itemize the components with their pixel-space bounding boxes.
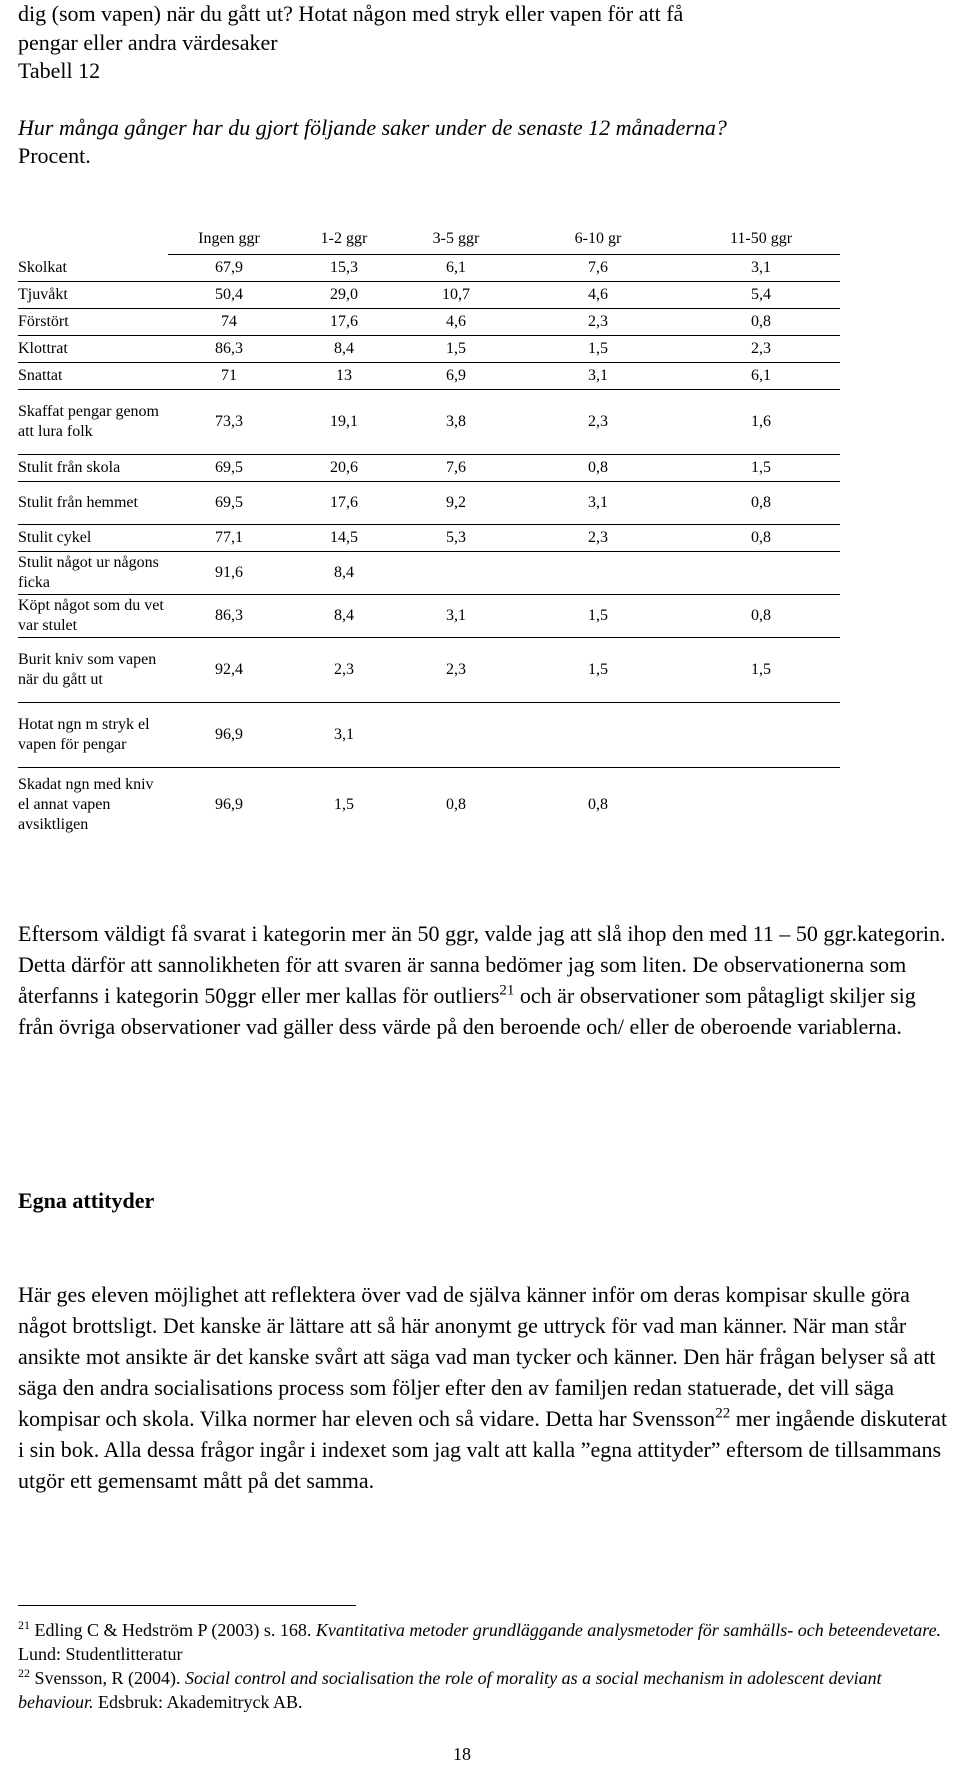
footnote-text: Edling C & Hedström P (2003) s. 168.: [30, 1620, 316, 1640]
table-cell: 6,1: [398, 255, 514, 282]
table-row: [18, 552, 840, 595]
table-cell: 3,1: [682, 255, 840, 282]
row-label: Stulit något ur någons ficka: [18, 552, 168, 595]
footnote-title: Social control and socialisation the role of morality as a social mechanism in adolescent deviant behaviour.: [18, 1668, 882, 1712]
intro-line-2: pengar eller andra värdesaker: [18, 29, 278, 55]
table-row: [18, 768, 840, 843]
table-header-cell: 6-10 gr: [514, 224, 682, 255]
paragraph-outliers: [18, 918, 948, 1042]
table-cell: [514, 552, 682, 595]
table-cell: 10,7: [398, 282, 514, 309]
table-cell: 2,3: [398, 638, 514, 703]
row-label: Skadat ngn med kniv el annat vapen avsiktligen: [18, 776, 154, 834]
table-cell: [682, 552, 840, 595]
table-cell: 2,3: [514, 390, 682, 455]
table-cell: [398, 552, 514, 595]
table-cell: 17,6: [290, 482, 398, 525]
table-cell: 67,9: [168, 255, 290, 282]
table-cell: 8,4: [290, 595, 398, 638]
table-row: [18, 595, 840, 638]
table-row: [18, 703, 840, 768]
footnote-publisher: Lund: Studentlitteratur: [18, 1644, 183, 1664]
table-cell: 1,5: [682, 638, 840, 703]
table-cell: 0,8: [682, 482, 840, 525]
table-cell: 5,4: [682, 282, 840, 309]
table-cell: 96,9: [168, 703, 290, 768]
table-cell: 92,4: [168, 638, 290, 703]
table-row: [18, 390, 840, 455]
row-label: Klottrat: [18, 336, 168, 363]
table-header-cell: 11-50 ggr: [682, 224, 840, 255]
table-cell: 3,1: [514, 363, 682, 390]
table-cell: 3,1: [398, 595, 514, 638]
footnote-publisher: Edsbruk: Akademitryck AB.: [93, 1692, 303, 1712]
footnote-number: 21: [18, 1618, 30, 1632]
table-cell: 1,5: [682, 455, 840, 482]
footnote-title: Kvantitativa metoder grundläggande analysmetoder för samhälls- och beteendevetare.: [315, 1620, 942, 1640]
table-cell: 1,5: [334, 796, 354, 814]
paragraph-attitudes-text-1: Här ges eleven möjlighet att reflektera över vad de själva känner inför om deras kompisar skulle göra något brottsligt. Det kanske är lättare att så här anonymt ge uttryck för vad man känner. När man står ansikte mot ansikte är det kanske svårt att säga vad man tycker och känner. Den här frågan belyser så att säga den andra socialisations process som följer efter den av familjen redan statuerade, det vill säga kompisar och skola. Vilka normer har eleven och så vidare. Detta har Svensson: [18, 1282, 936, 1431]
table-cell: 29,0: [290, 282, 398, 309]
table-cell: 6,1: [682, 363, 840, 390]
table-cell: 6,9: [398, 363, 514, 390]
table-cell: 69,5: [168, 482, 290, 525]
footnote-22: [18, 1666, 948, 1714]
paragraph-outliers-text-2: och är observationer som påtagligt skiljer sig från övriga observationer vad gäller dess värde på den beroende och/ eller de oberoende variablerna.: [18, 983, 916, 1039]
table-cell: 74: [168, 309, 290, 336]
table-cell: 0,8: [682, 309, 840, 336]
footnote-text: Svensson, R (2004).: [30, 1668, 186, 1688]
footnote-number: 22: [18, 1666, 30, 1680]
table-cell: 15,3: [290, 255, 398, 282]
row-label: Burit kniv som vapen när du gått ut: [18, 638, 168, 703]
footnote-ref-22: 22: [715, 1405, 731, 1422]
table-question: Hur många gånger har du gjort följande saker under de senaste 12 månaderna?: [18, 114, 727, 140]
row-label: Köpt något som du vet var stulet: [18, 595, 168, 638]
table-row: [18, 455, 840, 482]
table-cell: 86,3: [168, 595, 290, 638]
row-label: Snattat: [18, 363, 168, 390]
table-cell: 50,4: [168, 282, 290, 309]
frequency-table: [18, 224, 840, 843]
paragraph-attitudes-text-2: mer ingående diskuterat i sin bok. Alla dessa frågor ingår i indexet som jag valt att kalla ”egna attityder” eftersom de tillsammans utgör ett gemensamt mått på det samma.: [18, 1406, 948, 1493]
table-cell: 2,3: [514, 525, 682, 552]
table-cell: 77,1: [168, 525, 290, 552]
row-label: Förstört: [18, 309, 168, 336]
footnote-21: [18, 1618, 948, 1666]
table-header-row: [18, 224, 840, 255]
row-label: Skolkat: [18, 255, 168, 282]
blank-line: [18, 86, 948, 114]
table-cell: 4,6: [514, 282, 682, 309]
footnote-ref-21: 21: [499, 982, 515, 999]
table-cell: 17,6: [290, 309, 398, 336]
table-cell: [514, 703, 682, 768]
table-cell: 19,1: [290, 390, 398, 455]
table-label: Tabell 12: [18, 58, 101, 83]
table-row: [18, 282, 840, 309]
table-cell: 0,8: [588, 796, 608, 814]
footnotes: [18, 1618, 948, 1714]
intro-line-1: dig (som vapen) när du gått ut? Hotat någon med stryk eller vapen för att få: [18, 1, 684, 26]
table-cell: 71: [168, 363, 290, 390]
table-row: [18, 525, 840, 552]
table-cell: 7,6: [398, 455, 514, 482]
row-label: Tjuvåkt: [18, 282, 168, 309]
table-cell: 96,9: [215, 796, 243, 814]
table-row: [18, 482, 840, 525]
row-label: Stulit cykel: [18, 525, 168, 552]
table-cell: 0,8: [514, 455, 682, 482]
table-cell: 91,6: [168, 552, 290, 595]
table-cell: 8,4: [290, 336, 398, 363]
intro-block: [18, 0, 948, 171]
table-unit: Procent.: [18, 143, 91, 168]
table-cell: 69,5: [168, 455, 290, 482]
table-row: [18, 336, 840, 363]
table-header-corner: [18, 224, 168, 255]
table-cell: 14,5: [290, 525, 398, 552]
table-cell: 20,6: [290, 455, 398, 482]
paragraph-attitudes: [18, 1279, 948, 1496]
table-header-cell: 1-2 ggr: [290, 224, 398, 255]
table-cell: 1,6: [682, 390, 840, 455]
table-cell: 3,1: [290, 703, 398, 768]
table-cell: [398, 703, 514, 768]
row-label: Stulit från hemmet: [18, 482, 168, 525]
table-cell: 2,3: [290, 638, 398, 703]
table-cell: 0,8: [682, 595, 840, 638]
table-cell: [682, 768, 840, 843]
row-label: Hotat ngn m stryk el vapen för pengar: [18, 703, 168, 768]
table-cell: 2,3: [514, 309, 682, 336]
table-header-cell: 3-5 ggr: [398, 224, 514, 255]
table-cell: 1,5: [514, 595, 682, 638]
table-cell: 4,6: [398, 309, 514, 336]
table-cell: 8,4: [290, 552, 398, 595]
table-cell: 0,8: [446, 796, 466, 814]
table-header-cell: Ingen ggr: [168, 224, 290, 255]
row-label: Stulit från skola: [18, 455, 168, 482]
table-cell: 1,5: [514, 336, 682, 363]
table-cell: 73,3: [168, 390, 290, 455]
table-cell: 13: [290, 363, 398, 390]
section-heading: Egna attityder: [18, 1188, 155, 1213]
table-cell: 86,3: [168, 336, 290, 363]
table-row: [18, 363, 840, 390]
table-cell: 5,3: [398, 525, 514, 552]
table-row: [18, 255, 840, 282]
table-row: [18, 638, 840, 703]
table-cell: 1,5: [514, 638, 682, 703]
table-cell: 3,8: [398, 390, 514, 455]
page-number: 18: [453, 1744, 471, 1764]
paragraph-outliers-text-1: Eftersom väldigt få svarat i kategorin mer än 50 ggr, valde jag att slå ihop den med 11 – 50 ggr.kategorin. Detta därför att sannolikheten för att svaren är sanna bedömer jag som liten. De observationerna som återfanns i kategorin 50ggr eller mer kallas för outliers: [18, 921, 946, 1008]
table-cell: 0,8: [682, 525, 840, 552]
table-cell: 1,5: [398, 336, 514, 363]
row-label: Skaffat pengar genom att lura folk: [18, 390, 168, 455]
table-row: [18, 309, 840, 336]
table-cell: [682, 703, 840, 768]
footnote-divider: [18, 1605, 356, 1606]
table-cell: 3,1: [514, 482, 682, 525]
table-cell: 2,3: [682, 336, 840, 363]
table-cell: 9,2: [398, 482, 514, 525]
table-cell: 7,6: [514, 255, 682, 282]
